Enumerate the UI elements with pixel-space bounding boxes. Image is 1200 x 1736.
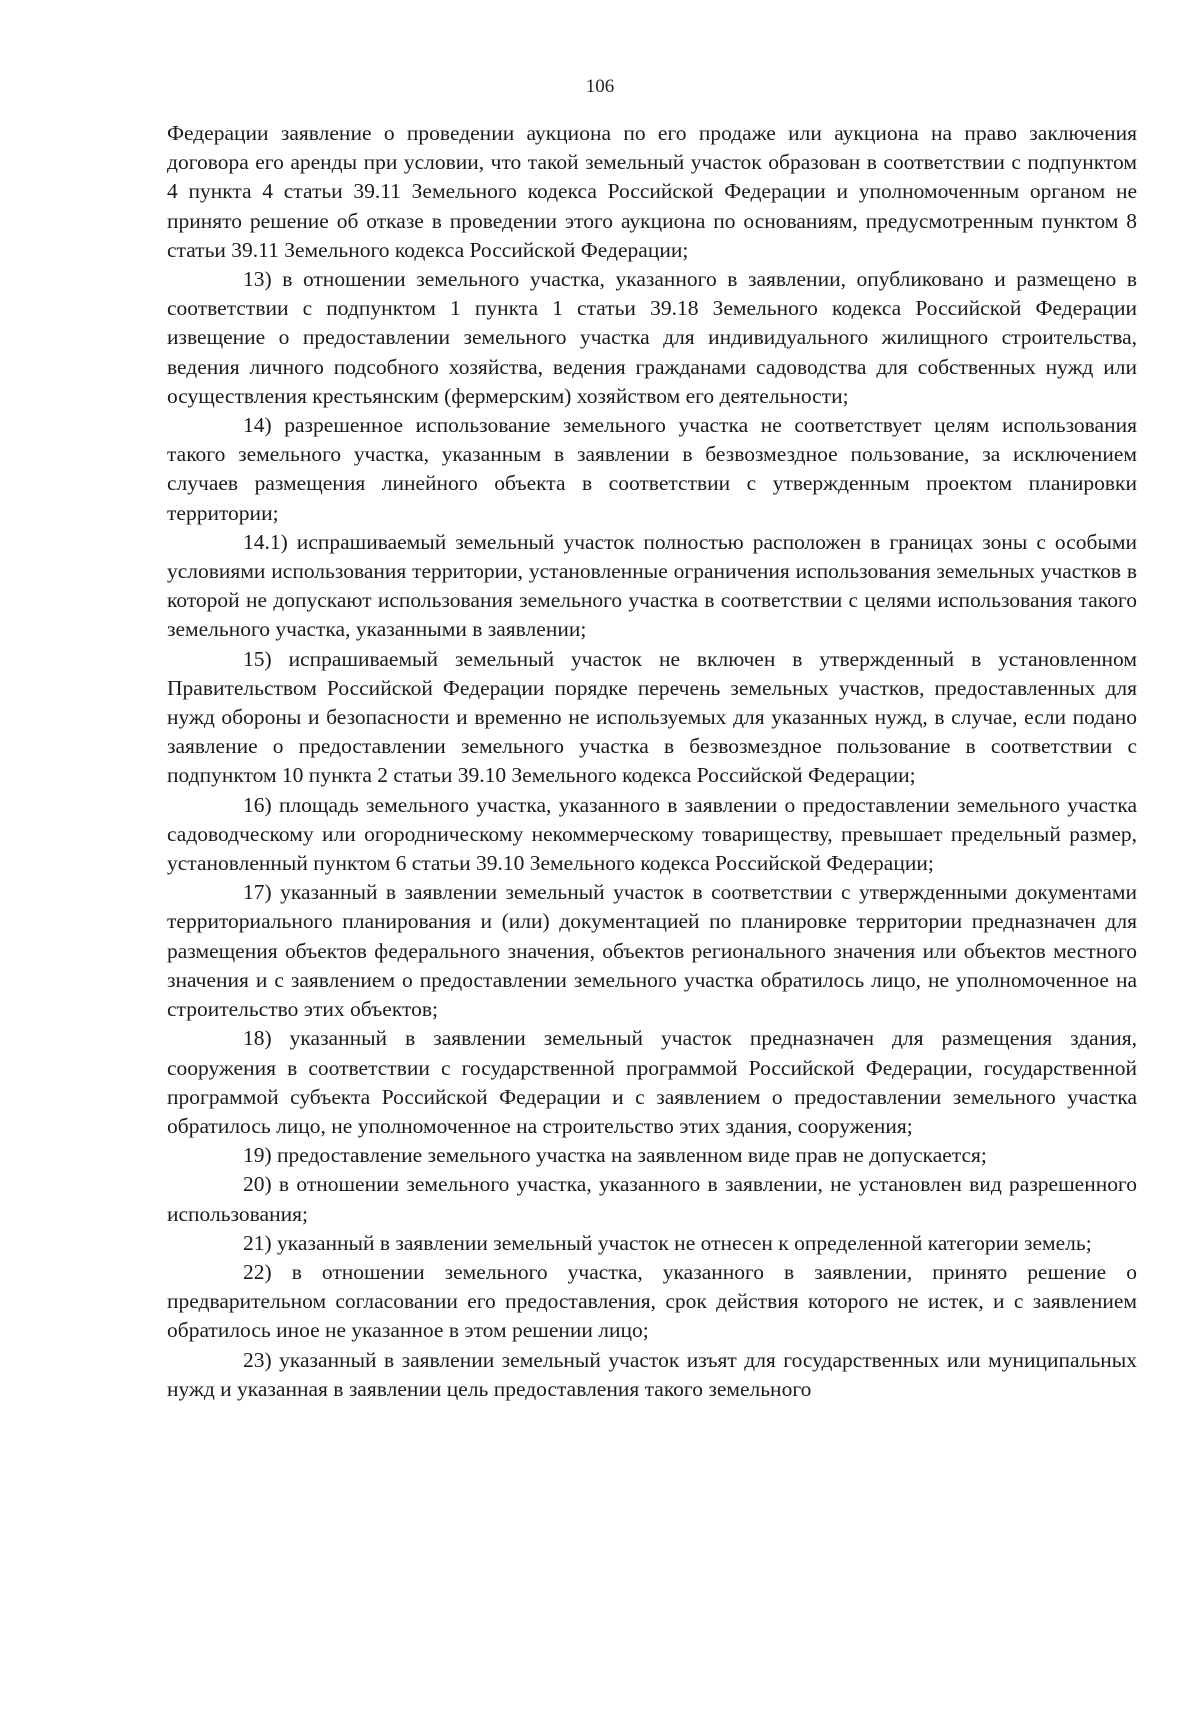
paragraph-continuation: Федерации заявление о проведении аукциона по его продаже или аукциона на право заключения договора его аренды при условии, что такой земельный участок образован в соответствии с подпунктом 4 пункта 4 статьи 39.11 Земельного кодекса Российской Федерации и уполномоченным органом не принято решение об отказе в проведении этого аукциона по основаниям, предусмотренным пунктом 8 статьи 39.11 Земельного кодекса Российской Федерации; xyxy=(167,121,1137,262)
paragraph-item-19: 19) предоставление земельного участка на заявленном виде прав не допускается; xyxy=(243,1143,987,1168)
paragraph-item-15: 15) испрашиваемый земельный участок не включен в утвержденный в установленном Правительством Российской Федерации порядке перечень земельных участков, предоставленных для нужд обороны и безопасности и временно не используемых для указанных нужд, в случае, если подано заявление о предоставлении земельного участка в безвозмездное пользование в соответствии с подпунктом 10 пункта 2 статьи 39.10 Земельного кодекса Российской Федерации; xyxy=(167,646,1137,788)
page-number: 106 xyxy=(585,76,615,97)
paragraph-item-23: 23) указанный в заявлении земельный участок изъят для государственных или муниципальных нужд и указанная в заявлении цель предоставления такого земельного xyxy=(167,1347,1137,1401)
document-body xyxy=(167,119,1137,1404)
paragraph-item-22: 22) в отношении земельного участка, указанного в заявлении, принято решение о предварительном согласовании его предоставления, срок действия которого не истек, и с заявлением обратилось иное не указанное в этом решении лицо; xyxy=(167,1259,1137,1343)
paragraph-item-16: 16) площадь земельного участка, указанного в заявлении о предоставлении земельного участка садоводческому или огородническому некоммерческому товариществу, превышает предельный размер, установленный пунктом 6 статьи 39.10 Земельного кодекса Российской Федерации; xyxy=(167,792,1137,876)
paragraph-item-14: 14) разрешенное использование земельного участка не соответствует целям использования такого земельного участка, указанным в заявлении в безвозмездное пользование, за исключением случаев размещения линейного объекта в соответствии с утвержденным проектом планировки территории; xyxy=(167,413,1137,525)
paragraph-item-14-1: 14.1) испрашиваемый земельный участок полностью расположен в границах зоны с особыми условиями использования территории, установленные ограничения использования земельных участков в которой не допускают использования земельного участка в соответствии с целями использования такого земельного участка, указанными в заявлении; xyxy=(167,529,1137,642)
paragraph-item-17: 17) указанный в заявлении земельный участок в соответствии с утвержденными документами территориального планирования и (или) документацией по планировке территории предназначен для размещения объектов федерального значения, объектов регионального значения или объектов местного значения и с заявлением о предоставлении земельного участка обратилось лицо, не уполномоченное на строительство этих объектов; xyxy=(167,880,1137,1022)
paragraph-item-20: 20) в отношении земельного участка, указанного в заявлении, не установлен вид разрешенного использования; xyxy=(167,1172,1137,1226)
paragraph-item-18: 18) указанный в заявлении земельный участок предназначен для размещения здания, сооружения в соответствии с государственной программой Российской Федерации, государственной программой субъекта Российской Федерации и с заявлением о предоставлении земельного участка обратилось лицо, не уполномоченное на строительство этих здания, сооружения; xyxy=(167,1026,1137,1138)
paragraph-item-13: 13) в отношении земельного участка, указанного в заявлении, опубликовано и размещено в соответствии с подпунктом 1 пункта 1 статьи 39.18 Земельного кодекса Российской Федерации извещение о предоставлении земельного участка для индивидуального жилищного строительства, ведения личного подсобного хозяйства, ведения гражданами садоводства для собственных нужд или осуществления крестьянским (фермерским) хозяйством его деятельности; xyxy=(167,267,1137,408)
paragraph-item-21: 21) указанный в заявлении земельный участок не отнесен к определенной категории земель; xyxy=(243,1230,1092,1255)
